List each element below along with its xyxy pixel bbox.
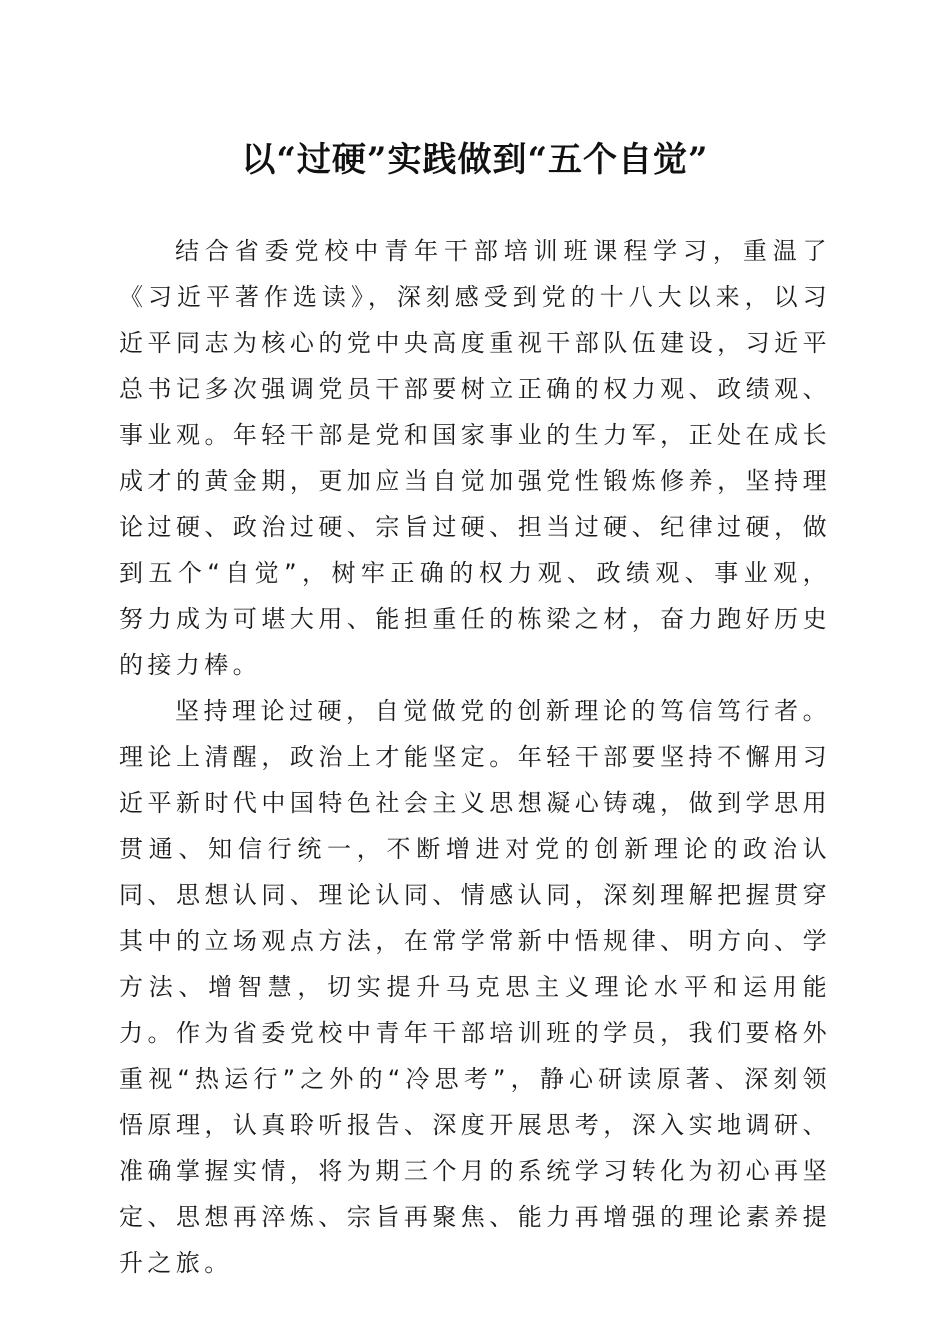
paragraph-intro: 结合省委党校中青年干部培训班课程学习，重温了《习近平著作选读》，深刻感受到党的十八大以来，以习近平同志为核心的党中央高度重视干部队伍建设，习近平总书记多次强调党员干部要树立正确的权力观、政绩观、事业观。年轻干部是党和国家事业的生力军，正处在成长成才的黄金期，更加应当自觉加强党性锻炼修养，坚持理论过硬、政治过硬、宗旨过硬、担当过硬、纪律过硬，做到五个“自觉”，树牢正确的权力观、政绩观、事业观，努力成为可堪大用、能担重任的栋梁之材，奋力跑好历史的接力棒。 bbox=[119, 237, 831, 679]
paragraph-theory: 坚持理论过硬，自觉做党的创新理论的笃信笃行者。理论上清醒，政治上才能坚定。年轻干部要坚持不懈用习近平新时代中国特色社会主义思想凝心铸魂，做到学思用贯通、知信行统一，不断增进对党的创新理论的政治认同、思想认同、理论认同、情感认同，深刻理解把握贯穿其中的立场观点方法，在常学常新中悟规律、明方向、学方法、增智慧，切实提升马克思主义理论水平和运用能力。作为省委党校中青年干部培训班的学员，我们要格外重视“热运行”之外的“冷思考”，静心研读原著、深刻领悟原理，认真聆听报告、深度开展思考，深入实地调研、准确掌握实情，将为期三个月的系统学习转化为初心再坚定、思想再淬炼、宗旨再聚焦、能力再增强的理论素养提升之旅。 bbox=[119, 697, 831, 1277]
document-title: 以“过硬”实践做到“五个自觉” bbox=[241, 140, 709, 180]
document-body bbox=[119, 228, 831, 1286]
